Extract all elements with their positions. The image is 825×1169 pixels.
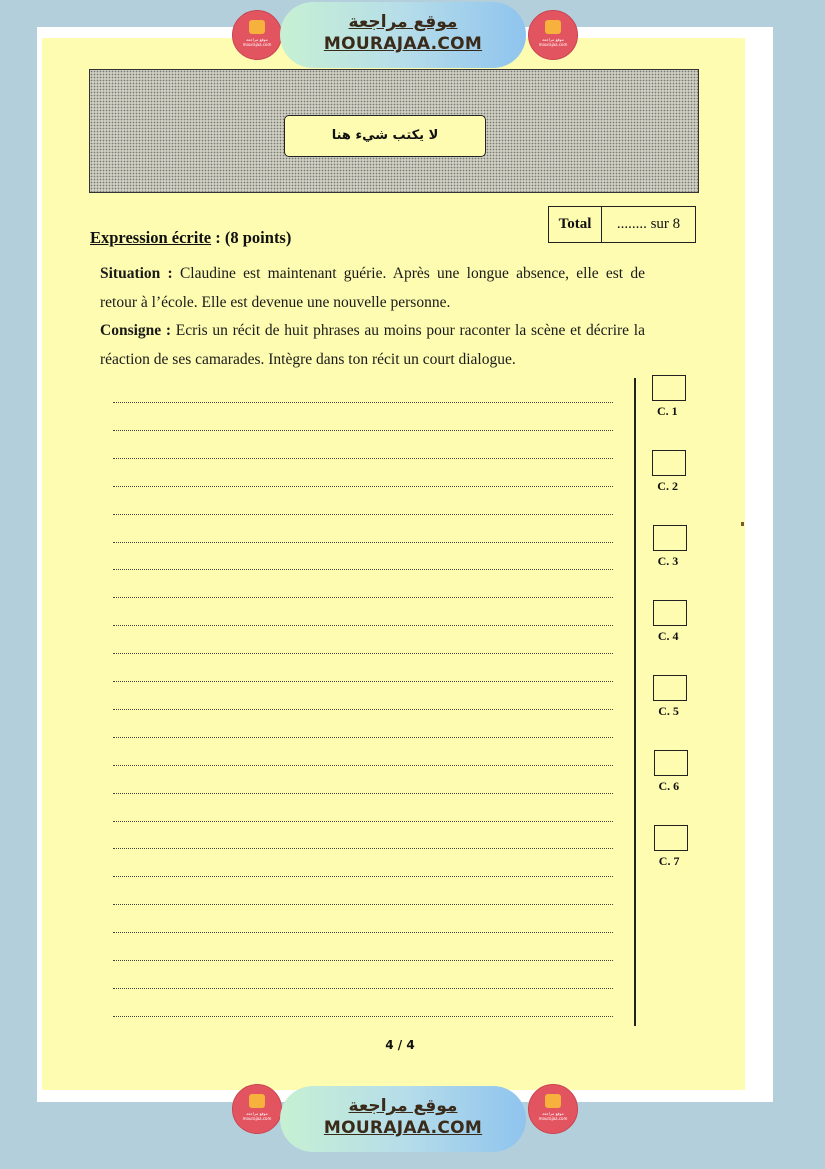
answer-line[interactable] bbox=[113, 1016, 613, 1017]
situation-label: Situation : bbox=[100, 265, 173, 282]
criterion-label: C. 1 bbox=[657, 404, 678, 418]
site-logo-icon[interactable] bbox=[528, 1084, 578, 1134]
site-banner-bottom[interactable] bbox=[280, 1086, 526, 1152]
site-banner-top[interactable] bbox=[280, 2, 526, 68]
answer-line[interactable] bbox=[113, 458, 613, 459]
answer-line[interactable] bbox=[113, 402, 613, 403]
logo-text-ar: موقع مراجعة bbox=[246, 1111, 268, 1116]
answer-line[interactable] bbox=[113, 625, 613, 626]
logo-text-ar: موقع مراجعة bbox=[246, 37, 268, 42]
answer-line[interactable] bbox=[113, 765, 613, 766]
scan-speck bbox=[741, 522, 744, 526]
answer-line[interactable] bbox=[113, 988, 613, 989]
consigne-paragraph bbox=[100, 316, 645, 374]
answer-line[interactable] bbox=[113, 569, 613, 570]
answer-line[interactable] bbox=[113, 681, 613, 682]
criterion-score-box[interactable] bbox=[652, 375, 686, 401]
site-logo-icon[interactable] bbox=[232, 1084, 282, 1134]
criterion-score-box[interactable] bbox=[653, 525, 687, 551]
criterion-score-box[interactable] bbox=[654, 825, 688, 851]
situation-text: Claudine est maintenant guérie. Après une longue absence, elle est de retour à l’école. Elle est devenue une nouvelle personne. bbox=[100, 265, 645, 311]
answer-line[interactable] bbox=[113, 709, 613, 710]
logo-text-en: mourajaa.com bbox=[538, 42, 568, 47]
criterion-label: C. 7 bbox=[658, 854, 680, 868]
situation-paragraph bbox=[100, 259, 645, 317]
logo-text-ar: موقع مراجعة bbox=[542, 1111, 564, 1116]
answer-line[interactable] bbox=[113, 932, 613, 933]
section-heading bbox=[90, 228, 291, 248]
answer-line[interactable] bbox=[113, 430, 613, 431]
logo-text-en: mourajaa.com bbox=[538, 1116, 568, 1121]
criterion-score-box[interactable] bbox=[652, 450, 686, 476]
answer-line[interactable] bbox=[113, 960, 613, 961]
criterion-score-box[interactable] bbox=[653, 675, 687, 701]
criterion-label: C. 6 bbox=[658, 779, 680, 793]
criterion-label: C. 3 bbox=[657, 554, 679, 568]
criterion-label: C. 5 bbox=[658, 704, 679, 718]
criterion-label: C. 2 bbox=[657, 479, 678, 493]
criterion-score-box[interactable] bbox=[653, 600, 687, 626]
banner-title-en: MOURAJAA.COM bbox=[323, 1118, 483, 1138]
total-value: ........ sur 8 bbox=[616, 216, 681, 232]
page-number: 4 / 4 bbox=[385, 1038, 415, 1052]
banner-title-ar: موقع مراجعة bbox=[348, 12, 458, 32]
answer-line[interactable] bbox=[113, 876, 613, 877]
answer-line[interactable] bbox=[113, 821, 613, 822]
site-logo-icon[interactable] bbox=[232, 10, 282, 60]
no-write-label: لا يكتب شيء هنا bbox=[284, 115, 486, 157]
answer-line[interactable] bbox=[113, 737, 613, 738]
criterion-score-box[interactable] bbox=[654, 750, 688, 776]
banner-title-ar: موقع مراجعة bbox=[348, 1096, 458, 1116]
answer-line[interactable] bbox=[113, 653, 613, 654]
logo-text-ar: موقع مراجعة bbox=[542, 37, 564, 42]
answer-line[interactable] bbox=[113, 848, 613, 849]
criterion-label: C. 4 bbox=[657, 629, 679, 643]
consigne-text: Ecris un récit de huit phrases au moins pour raconter la scène et décrire la réaction de ses camarades. Intègre dans ton récit un court dialogue. bbox=[100, 322, 645, 368]
answer-line[interactable] bbox=[113, 486, 613, 487]
total-label: Total bbox=[549, 207, 602, 242]
answer-line[interactable] bbox=[113, 514, 613, 515]
answer-line[interactable] bbox=[113, 793, 613, 794]
section-title: Expression écrite bbox=[90, 228, 212, 247]
logo-text-en: mourajaa.com bbox=[242, 1116, 272, 1121]
total-box bbox=[548, 206, 696, 243]
consigne-label: Consigne : bbox=[100, 322, 172, 339]
answer-line[interactable] bbox=[113, 597, 613, 598]
logo-text-en: mourajaa.com bbox=[242, 42, 272, 47]
answer-line[interactable] bbox=[113, 542, 613, 543]
site-logo-icon[interactable] bbox=[528, 10, 578, 60]
answer-line[interactable] bbox=[113, 904, 613, 905]
banner-title-en: MOURAJAA.COM bbox=[323, 34, 483, 54]
section-points: : (8 points) bbox=[211, 228, 292, 247]
margin-divider bbox=[634, 378, 636, 1026]
